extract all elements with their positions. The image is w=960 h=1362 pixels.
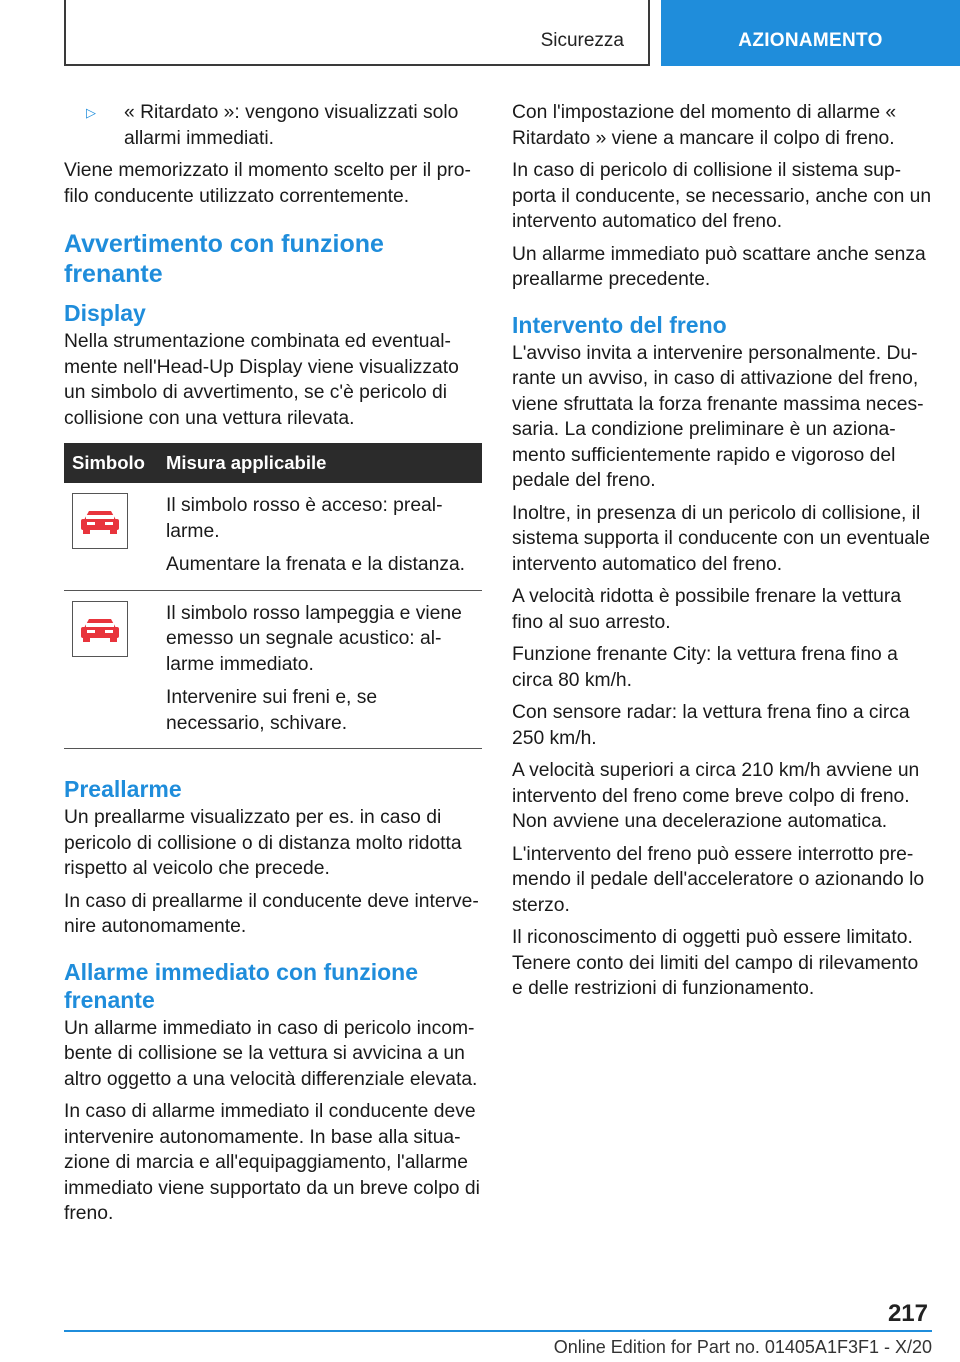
symbol-cell	[64, 590, 158, 749]
bullet-text: « Ritardato »: vengono visualizzati solo allarmi immediati.	[124, 102, 459, 149]
subheading-brake-intervention: Intervento del freno	[512, 311, 727, 338]
paragraph: Con l'impostazione del momento di allarme « Ritardato » viene a mancare il colpo di freno.	[512, 102, 897, 149]
action-text: Il simbolo rosso lampeggia e viene emesso un segnale acustico: allarme immediato.	[166, 602, 462, 675]
subheading-immediate-alarm: Allarme immediato con funzione frenante	[64, 958, 418, 1013]
table-row	[64, 590, 482, 749]
action-text: Intervenire sui freni e, se necessario, schivare.	[166, 687, 378, 734]
paragraph: Inoltre, in presenza di un pericolo di collisione, il sistema supporta il conducente con un eventuale intervento automatico del freno.	[512, 502, 931, 575]
subheading-prealarm: Preallarme	[64, 776, 182, 802]
table-row	[64, 483, 482, 590]
triangle-bullet-icon: ▷	[86, 105, 96, 120]
subheading-display: Display	[64, 300, 146, 326]
display-paragraph: Nella strumentazione combinata ed eventualmente nell'Head-Up Display viene visualizzato un simbolo di avvertimento, se c'è pericolo di collisione con una vettura rilevata.	[64, 331, 459, 429]
prealarm-paragraph-2: In caso di preallarme il conducente deve intervenire autonomamente.	[64, 890, 479, 937]
bullet-item	[64, 100, 482, 151]
action-text: Il simbolo rosso è acceso: preallarme.	[166, 495, 443, 542]
symbol-cell	[64, 483, 158, 590]
paragraph: Con sensore radar: la vettura frena fino a circa 250 km/h.	[512, 702, 910, 749]
red-car-warning-icon	[72, 601, 128, 657]
left-column	[64, 100, 482, 1234]
immediate-paragraph-2: In caso di allarme immediato il conducente deve intervenire autonomamente. In base alla situazione di marcia e all'equipaggiamento, l'allarme immediato viene supportato da un breve colpo di freno.	[64, 1101, 480, 1224]
paragraph: A velocità ridotta è possibile frenare la vettura fino al suo arresto.	[512, 586, 902, 633]
paragraph: Funzione frenante City: la vettura frena fino a circa 80 km/h.	[512, 644, 898, 691]
header-chapter-title: AZIONAMENTO	[738, 30, 883, 51]
symbol-table	[64, 443, 482, 749]
table-header-row	[64, 443, 482, 483]
immediate-paragraph-1: Un allarme immediato in caso di pericolo incombente di collisione se la vettura si avvicina a un altro oggetto a una velocità differenziale elevata.	[64, 1017, 478, 1090]
paragraph: L'avviso invita a intervenire personalmente. Durante un avviso, in caso di attivazione del freno, viene sfruttata la forza frenante massima necessaria. La condizione preliminare è un azionamento sufficientemente rapido e vigoroso del pedale del freno.	[512, 342, 924, 491]
page-number: 217	[887, 1300, 928, 1327]
paragraph: Un allarme immediato può scattare anche senza preallarme precedente.	[512, 243, 926, 290]
right-column	[512, 100, 932, 1009]
edition-text: Online Edition for Part no. 01405A1F3F1 - X/20	[553, 1337, 932, 1357]
intro-paragraph: Viene memorizzato il momento scelto per il profilo conducente utilizzato correntemente.	[64, 160, 471, 207]
action-text: Aumentare la frenata e la distanza.	[166, 554, 466, 575]
column-header-symbol: Simbolo	[64, 443, 158, 483]
footer-divider	[64, 1330, 932, 1332]
red-car-warning-icon	[72, 493, 128, 549]
action-cell	[158, 590, 482, 749]
paragraph: Il riconoscimento di oggetti può essere limitato. Tenere conto dei limiti del campo di rilevamento e delle restrizioni di funzionamento.	[512, 927, 919, 999]
header-section-box	[64, 0, 650, 66]
paragraph: In caso di pericolo di collisione il sistema supporta il conducente, se necessario, anche con un intervento automatico del freno.	[512, 160, 932, 232]
header-chapter-tab[interactable]	[661, 0, 960, 66]
paragraph: L'intervento del freno può essere interrotto premendo il pedale dell'acceleratore o azionando lo sterzo.	[512, 843, 925, 916]
section-heading-brake-warning: Avvertimento con funzione frenante	[64, 230, 384, 288]
prealarm-paragraph-1: Un preallarme visualizzato per es. in caso di pericolo di collisione o di distanza molto ridotta rispetto al veicolo che precede.	[64, 807, 462, 879]
column-header-action: Misura applicabile	[158, 443, 482, 483]
paragraph: A velocità superiori a circa 210 km/h avviene un intervento del freno come breve colpo di freno. Non avviene una decelerazione automatica.	[512, 760, 920, 832]
header-section-title: Sicurezza	[540, 30, 624, 51]
action-cell	[158, 483, 482, 590]
